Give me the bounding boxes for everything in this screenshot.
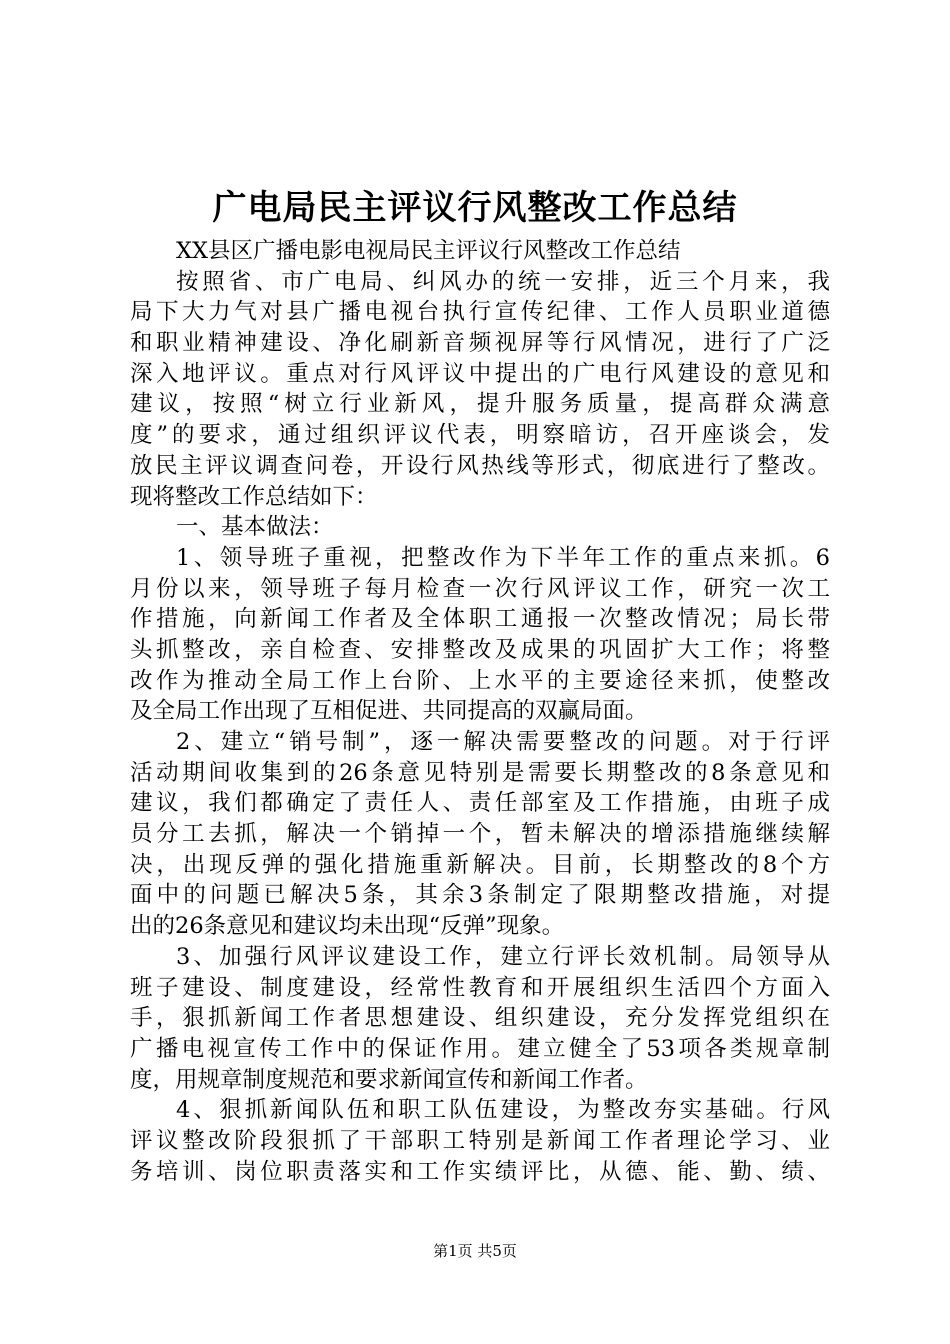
paragraph-line: 建议，我们都确定了责任人、责任部室及工作措施，由班子成 [130,790,830,817]
paragraph-line: 建议，按照“树立行业新风，提升服务质量，提高群众满意 [130,391,830,418]
paragraph-line: 1、领导班子重视，把整改作为下半年工作的重点来抓。6 [176,544,830,571]
paragraph-line: 评议整改阶段狠抓了干部职工特别是新闻工作者理论学习、业 [130,1127,830,1154]
document-title: 广电局民主评议行风整改工作总结 [212,188,738,228]
paragraph-line: 及全局工作出现了互相促进、共同提高的双赢局面。 [130,698,648,725]
paragraph-line: 月份以来，领导班子每月检查一次行风评议工作，研究一次工 [130,575,830,602]
paragraph-line: 和职业精神建设、净化刷新音频视屏等行风情况，进行了广泛 [130,330,830,357]
paragraph-line: 2、建立“销号制”，逐一解决需要整改的问题。对于行评 [176,729,830,755]
paragraph-line: 现将整改工作总结如下： [130,483,378,510]
paragraph-line: 放民主评议调查问卷，开设行风热线等形式，彻底进行了整改。 [130,452,830,479]
paragraph-line: 活动期间收集到的26条意见特别是需要长期整改的8条意见和 [130,759,830,786]
paragraph-line: 决，出现反弹的强化措施重新解决。目前，长期整改的8个方 [130,851,830,878]
document-body [130,236,830,1187]
paragraph-line: 出的26条意见和建议均未出现“反弹”现象。 [130,913,565,940]
paragraph-line: 广播电视宣传工作中的保证作用。建立健全了53项各类规章制 [130,1035,830,1062]
paragraph-line: 度”的要求，通过组织评议代表，明察暗访，召开座谈会，发 [130,422,830,449]
paragraph-line: 深入地评议。重点对行风评议中提出的广电行风建设的意见和 [130,360,830,387]
section-heading: 一、基本做法： [176,514,334,541]
paragraph-line: 改作为推动全局工作上台阶、上水平的主要途径来抓，使整改 [130,667,830,694]
paragraph-line: 手，狠抓新闻工作者思想建设、组织建设，充分发挥党组织在 [130,1005,830,1032]
paragraph-line: 3、加强行风评议建设工作，建立行评长效机制。局领导从 [176,943,830,970]
paragraph-line: 4、狠抓新闻队伍和职工队伍建设，为整改夯实基础。行风 [176,1097,830,1124]
paragraph-line: 按照省、市广电局、纠风办的统一安排，近三个月来，我 [176,268,830,295]
page-footer: 第1页 共5页 [433,1242,517,1260]
paragraph-line: 班子建设、制度建设，经常性教育和开展组织生活四个方面入 [130,974,830,1001]
subtitle-line: XX县区广播电影电视局民主评议行风整改工作总结 [176,238,681,264]
paragraph-line: 员分工去抓，解决一个销掉一个，暂未解决的增添措施继续解 [130,821,830,848]
paragraph-line: 面中的问题已解决5条，其余3条制定了限期整改措施，对提 [130,882,830,909]
paragraph-line: 务培训、岗位职责落实和工作实绩评比，从德、能、勤、绩、 [130,1158,830,1185]
paragraph-line: 头抓整改，亲自检查、安排整改及成果的巩固扩大工作；将整 [130,636,830,663]
paragraph-line: 局下大力气对县广播电视台执行宣传纪律、工作人员职业道德 [130,299,830,326]
paragraph-line: 作措施，向新闻工作者及全体职工通报一次整改情况；局长带 [130,606,830,633]
paragraph-line: 度，用规章制度规范和要求新闻宣传和新闻工作者。 [130,1066,648,1093]
